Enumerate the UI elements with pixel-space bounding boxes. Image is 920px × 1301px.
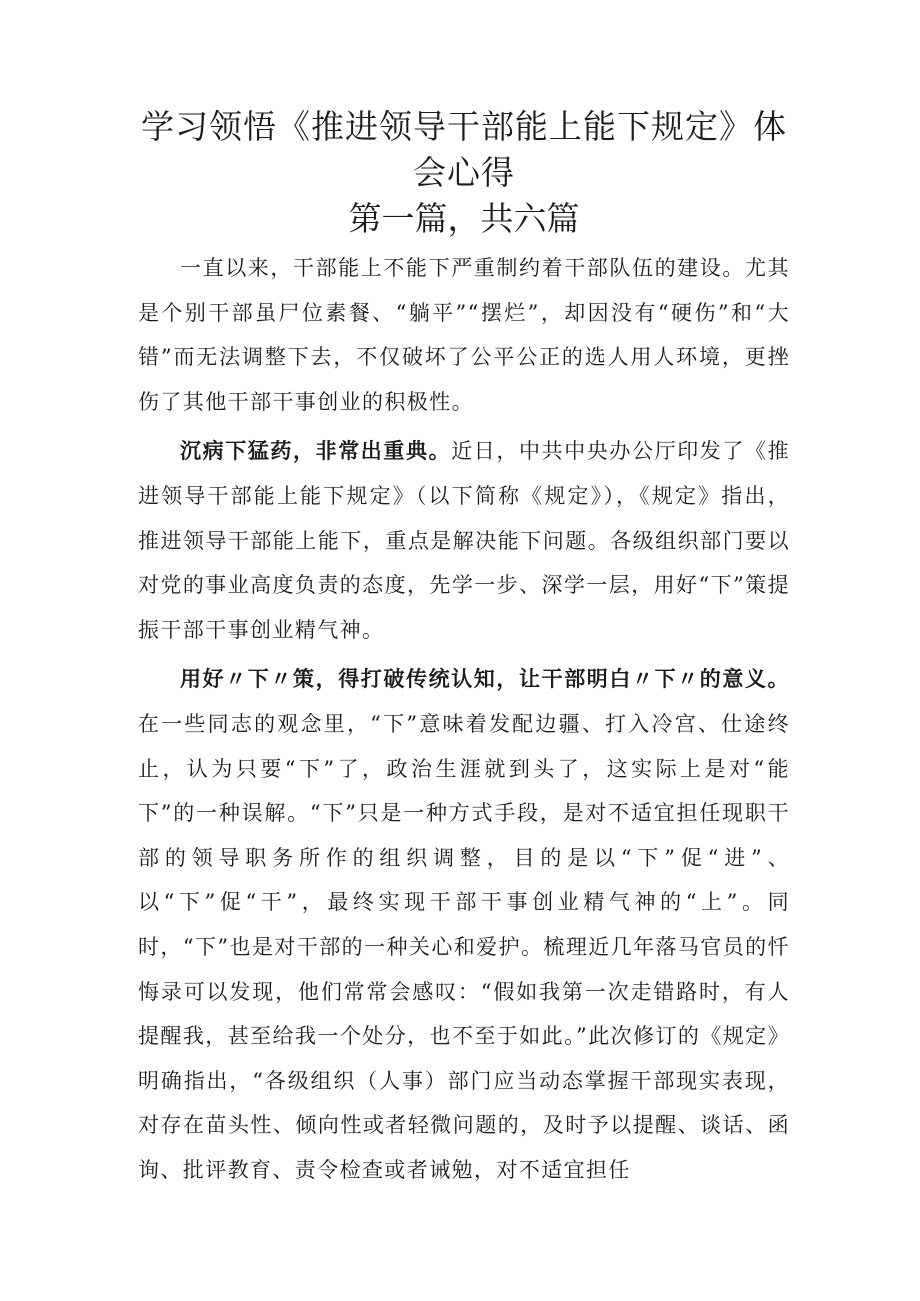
paragraph-3-lead: 用好〃下〃策，得打破传统认知，让干部明白〃下〃的意义。 — [180, 667, 790, 692]
paragraph-2-lead: 沉病下猛药，非常出重典。 — [180, 439, 452, 464]
title-line-2: 会心得 — [413, 153, 515, 192]
paragraph-1 — [138, 246, 790, 424]
paragraph-2 — [138, 429, 790, 652]
title-line-1: 学习领悟《推进领导干部能上能下规定》体 — [141, 107, 787, 146]
document-title — [138, 104, 790, 196]
document-subtitle: 第一篇，共六篇 — [348, 199, 580, 238]
paragraph-1-text: 一直以来，干部能上不能下严重制约着干部队伍的建设。尤其是个别干部虽尸位素餐、“躺平”“摆烂”，却因没有“硬伤”和“大错”而无法调整下去，不仅破坏了公平公正的选人用人环境，更挫伤了其他干部干事创业的积极性。 — [138, 256, 790, 414]
document-page — [138, 104, 790, 1192]
paragraph-2-text: 近日，中共中央办公厅印发了《推进领导干部能上能下规定》（以下简称《规定》），《规定》指出，推进领导干部能上能下，重点是解决能下问题。各级组织部门要以对党的事业高度负责的态度，先学一步、深学一层，用好“下”策提振干部干事创业精气神。 — [138, 439, 790, 642]
paragraph-3-text: 在一些同志的观念里，“下”意味着发配边疆、打入冷宫、仕途终止，认为只要“下”了，政治生涯就到头了，这实际上是对“能下”的一种误解。“下”只是一种方式手段，是对不适宜担任现职干部的领导职务所作的组织调整，目的是以“下”促“进”、以“下”促“干”，最终实现干部干事创业精气神的“上”。同时，“下”也是对干部的一种关心和爱护。梳理近几年落马官员的忏悔录可以发现，他们常常会感叹：“假如我第一次走错路时，有人提醒我，甚至给我一个处分，也不至于如此。”此次修订的《规定》明确指出，“各级组织（人事）部门应当动态掌握干部现实表现，对存在苗头性、倾向性或者轻微问题的，及时予以提醒、谈话、函询、批评教育、责令检查或者诫勉，对不适宜担任 — [138, 711, 790, 1182]
paragraph-3 — [138, 657, 790, 1192]
